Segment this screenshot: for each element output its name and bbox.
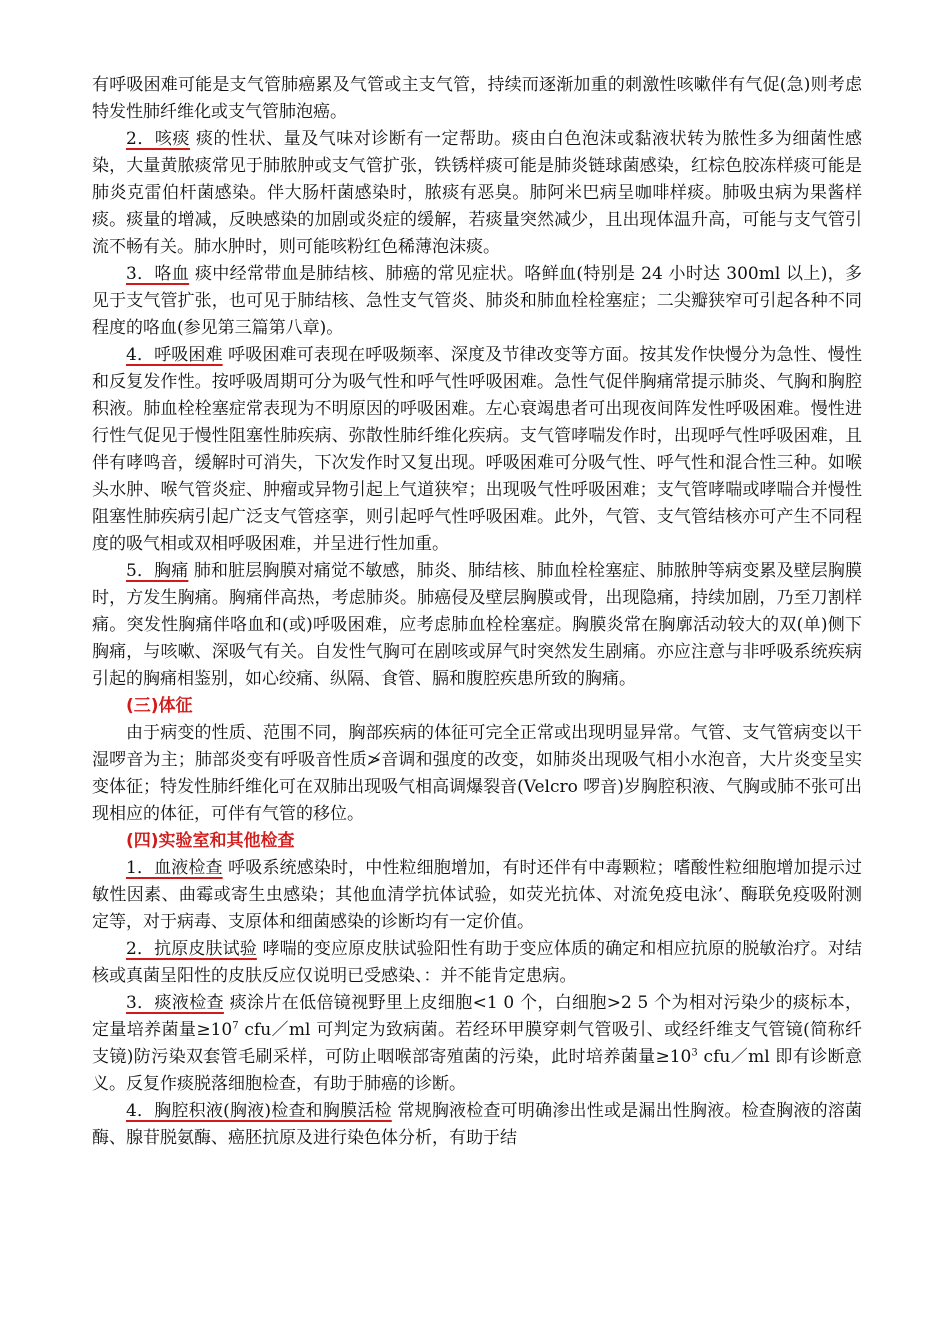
section-title-sputum-test: 3．痰液检查 [126, 993, 224, 1013]
section-text-blood-test: 呼吸系统感染时，中性粒细胞增加，有时还伴有中毒颗粒；嗜酸性粒细胞增加提示过敏性因素、曲霉或寄生虫感染；其他血清学抗体试验，如荧光抗体、对流免疫电泳’、酶联免疫吸附测定等，对于病毒、支原体和细菌感染的诊断均有一定价值。 [92, 858, 862, 932]
section-title-sputum: 2．咳痰 [126, 129, 190, 149]
section-title-chest-pain: 5．胸痛 [126, 561, 189, 581]
section-text-sputum: 痰的性状、量及气味对诊断有一定帮助。痰由白色泡沫或黏液状转为脓性多为细菌性感染，大量黄脓痰常见于肺脓肿或支气管扩张，铁锈样痰可能是肺炎链球菌感染，红棕色胶冻样痰可能是肺炎克雷伯杆菌感染。伴大肠杆菌感染时，脓痰有恶臭。肺阿米巴病呈咖啡样痰。肺吸虫病为果酱样痰。痰量的增减，反映感染的加剧或炎症的缓解，若痰量突然减少，且出现体温升高，可能与支气管引流不畅有关。肺水肿时，则可能咳粉红色稀薄泡沫痰。 [92, 129, 862, 257]
paragraph-cough-continued: 有呼吸困难可能是支气管肺癌累及气管或主支气管，持续而逐渐加重的刺激性咳嗽伴有气促(急)则考虑特发性肺纤维化或支气管肺泡癌。 [92, 75, 862, 122]
section-title-dyspnea: 4．呼吸困难 [126, 345, 223, 365]
section-text-sputum-test-b: cfu／ml 可判定为致病菌。若经环甲膜穿刺气管吸引、或经纤维支气管镜(简称纤支镜)防污染双套管毛刷采样，可防止咽喉部寄殖菌的污染，此时培养菌量≥10 [92, 1020, 862, 1067]
section-dyspnea [92, 342, 862, 558]
section-chest-pain [92, 558, 862, 693]
section-hemoptysis [92, 261, 862, 342]
section-text-chest-pain: 肺和脏层胸膜对痛觉不敏感，肺炎、肺结核、肺血栓栓塞症、肺脓肿等病变累及壁层胸膜时，方发生胸痛。胸痛伴高热，考虑肺炎。肺癌侵及壁层胸膜或骨，出现隐痛，持续加剧，乃至刀割样痛。突发性胸痛伴咯血和(或)呼吸困难，应考虑肺血栓栓塞症。胸膜炎常在胸廓活动较大的双(单)侧下胸痛，与咳嗽、深吸气有关。自发性气胸可在剧咳或屏气时突然发生剧痛。亦应注意与非呼吸系统疾病引起的胸痛相鉴别，如心绞痛、纵隔、食管、膈和腹腔疾患所致的胸痛。 [92, 561, 862, 689]
heading-signs: (三)体征 [126, 696, 193, 716]
exponent-3: 3 [691, 1047, 698, 1059]
heading-lab-tests: (四)实验室和其他检查 [126, 831, 295, 851]
section-blood-test [92, 855, 862, 936]
section-title-pleural-test: 4．胸腔积液(胸液)检查和胸膜活检 [126, 1101, 392, 1121]
exponent-7: 7 [232, 1020, 239, 1032]
section-text-pleural-test: 常规胸液检查可明确渗出性或是漏出性胸液。检查胸液的溶菌酶、腺苷脱氨酶、癌胚抗原及进行染色体分析，有助于结 [92, 1101, 863, 1148]
section-title-skin-test: 2．抗原皮肤试验 [126, 939, 257, 959]
section-text-dyspnea: 呼吸困难可表现在呼吸频率、深度及节律改变等方面。按其发作快慢分为急性、慢性和反复发作性。按呼吸周期可分为吸气性和呼气性呼吸困难。急性气促伴胸痛常提示肺炎、气胸和胸腔积液。肺血栓栓塞症常表现为不明原因的呼吸困难。左心衰竭患者可出现夜间阵发性呼吸困难。慢性进行性气促见于慢性阻塞性肺疾病、弥散性肺纤维化疾病。支气管哮喘发作时，出现呼气性呼吸困难，且伴有哮鸣音，缓解时可消失，下次发作时又复出现。呼吸困难可分吸气性、呼气性和混合性三种。如喉头水肿、喉气管炎症、肿瘤或异物引起上气道狭窄；出现吸气性呼吸困难；支气管哮喘或哮喘合并慢性阻塞性肺疾病引起广泛支气管痉挛，则引起呼气性呼吸困难。此外，气管、支气管结核亦可产生不同程度的吸气相或双相呼吸困难，并呈进行性加重。 [92, 345, 862, 554]
section-text-hemoptysis: 痰中经常带血是肺结核、肺癌的常见症状。咯鲜血(特别是 24 小时达 300ml 以上)，多见于支气管扩张，也可见于肺结核、急性支气管炎、肺炎和肺血栓栓塞症；二尖瓣狭窄可引起各种不同程度的咯血(参见第三篇第八章)。 [92, 264, 863, 338]
paragraph-signs: 由于病变的性质、范围不同，胸部疾病的体征可完全正常或出现明显异常。气管、支气管病变以干湿啰音为主；肺部炎变有呼吸音性质≯音调和强度的改变，如肺炎出现吸气相小水泡音，大片炎变呈实变体征；特发性肺纤维化可在双肺出现吸气相高调爆裂音(Velcro 啰音)岁胸腔积液、气胸或肺不张可出现相应的体征，可伴有气管的移位。 [92, 723, 862, 824]
section-text-sputum-test-a: 痰涂片在低倍镜视野里上皮细胞<1 0 个，白细胞>2 5 个为相对污染少的痰标本，定量培养菌量≥10 [92, 993, 862, 1040]
section-skin-test [92, 936, 862, 990]
section-title-hemoptysis: 3．咯血 [126, 264, 190, 284]
section-title-blood-test: 1．血液检查 [126, 858, 223, 878]
section-text-sputum-test-c: cfu／ml 即有诊断意义。反复作痰脱落细胞检查，有助于肺癌的诊断。 [92, 1047, 862, 1094]
section-sputum-test [92, 990, 862, 1098]
section-pleural-test [92, 1098, 862, 1152]
document-page [92, 72, 862, 1152]
section-sputum [92, 126, 862, 261]
section-text-skin-test: 哮喘的变应原皮肤试验阳性有助于变应体质的确定和相应抗原的脱敏治疗。对结核或真菌呈阳性的皮肤反应仅说明已受感染、：并不能肯定患病。 [92, 939, 862, 986]
